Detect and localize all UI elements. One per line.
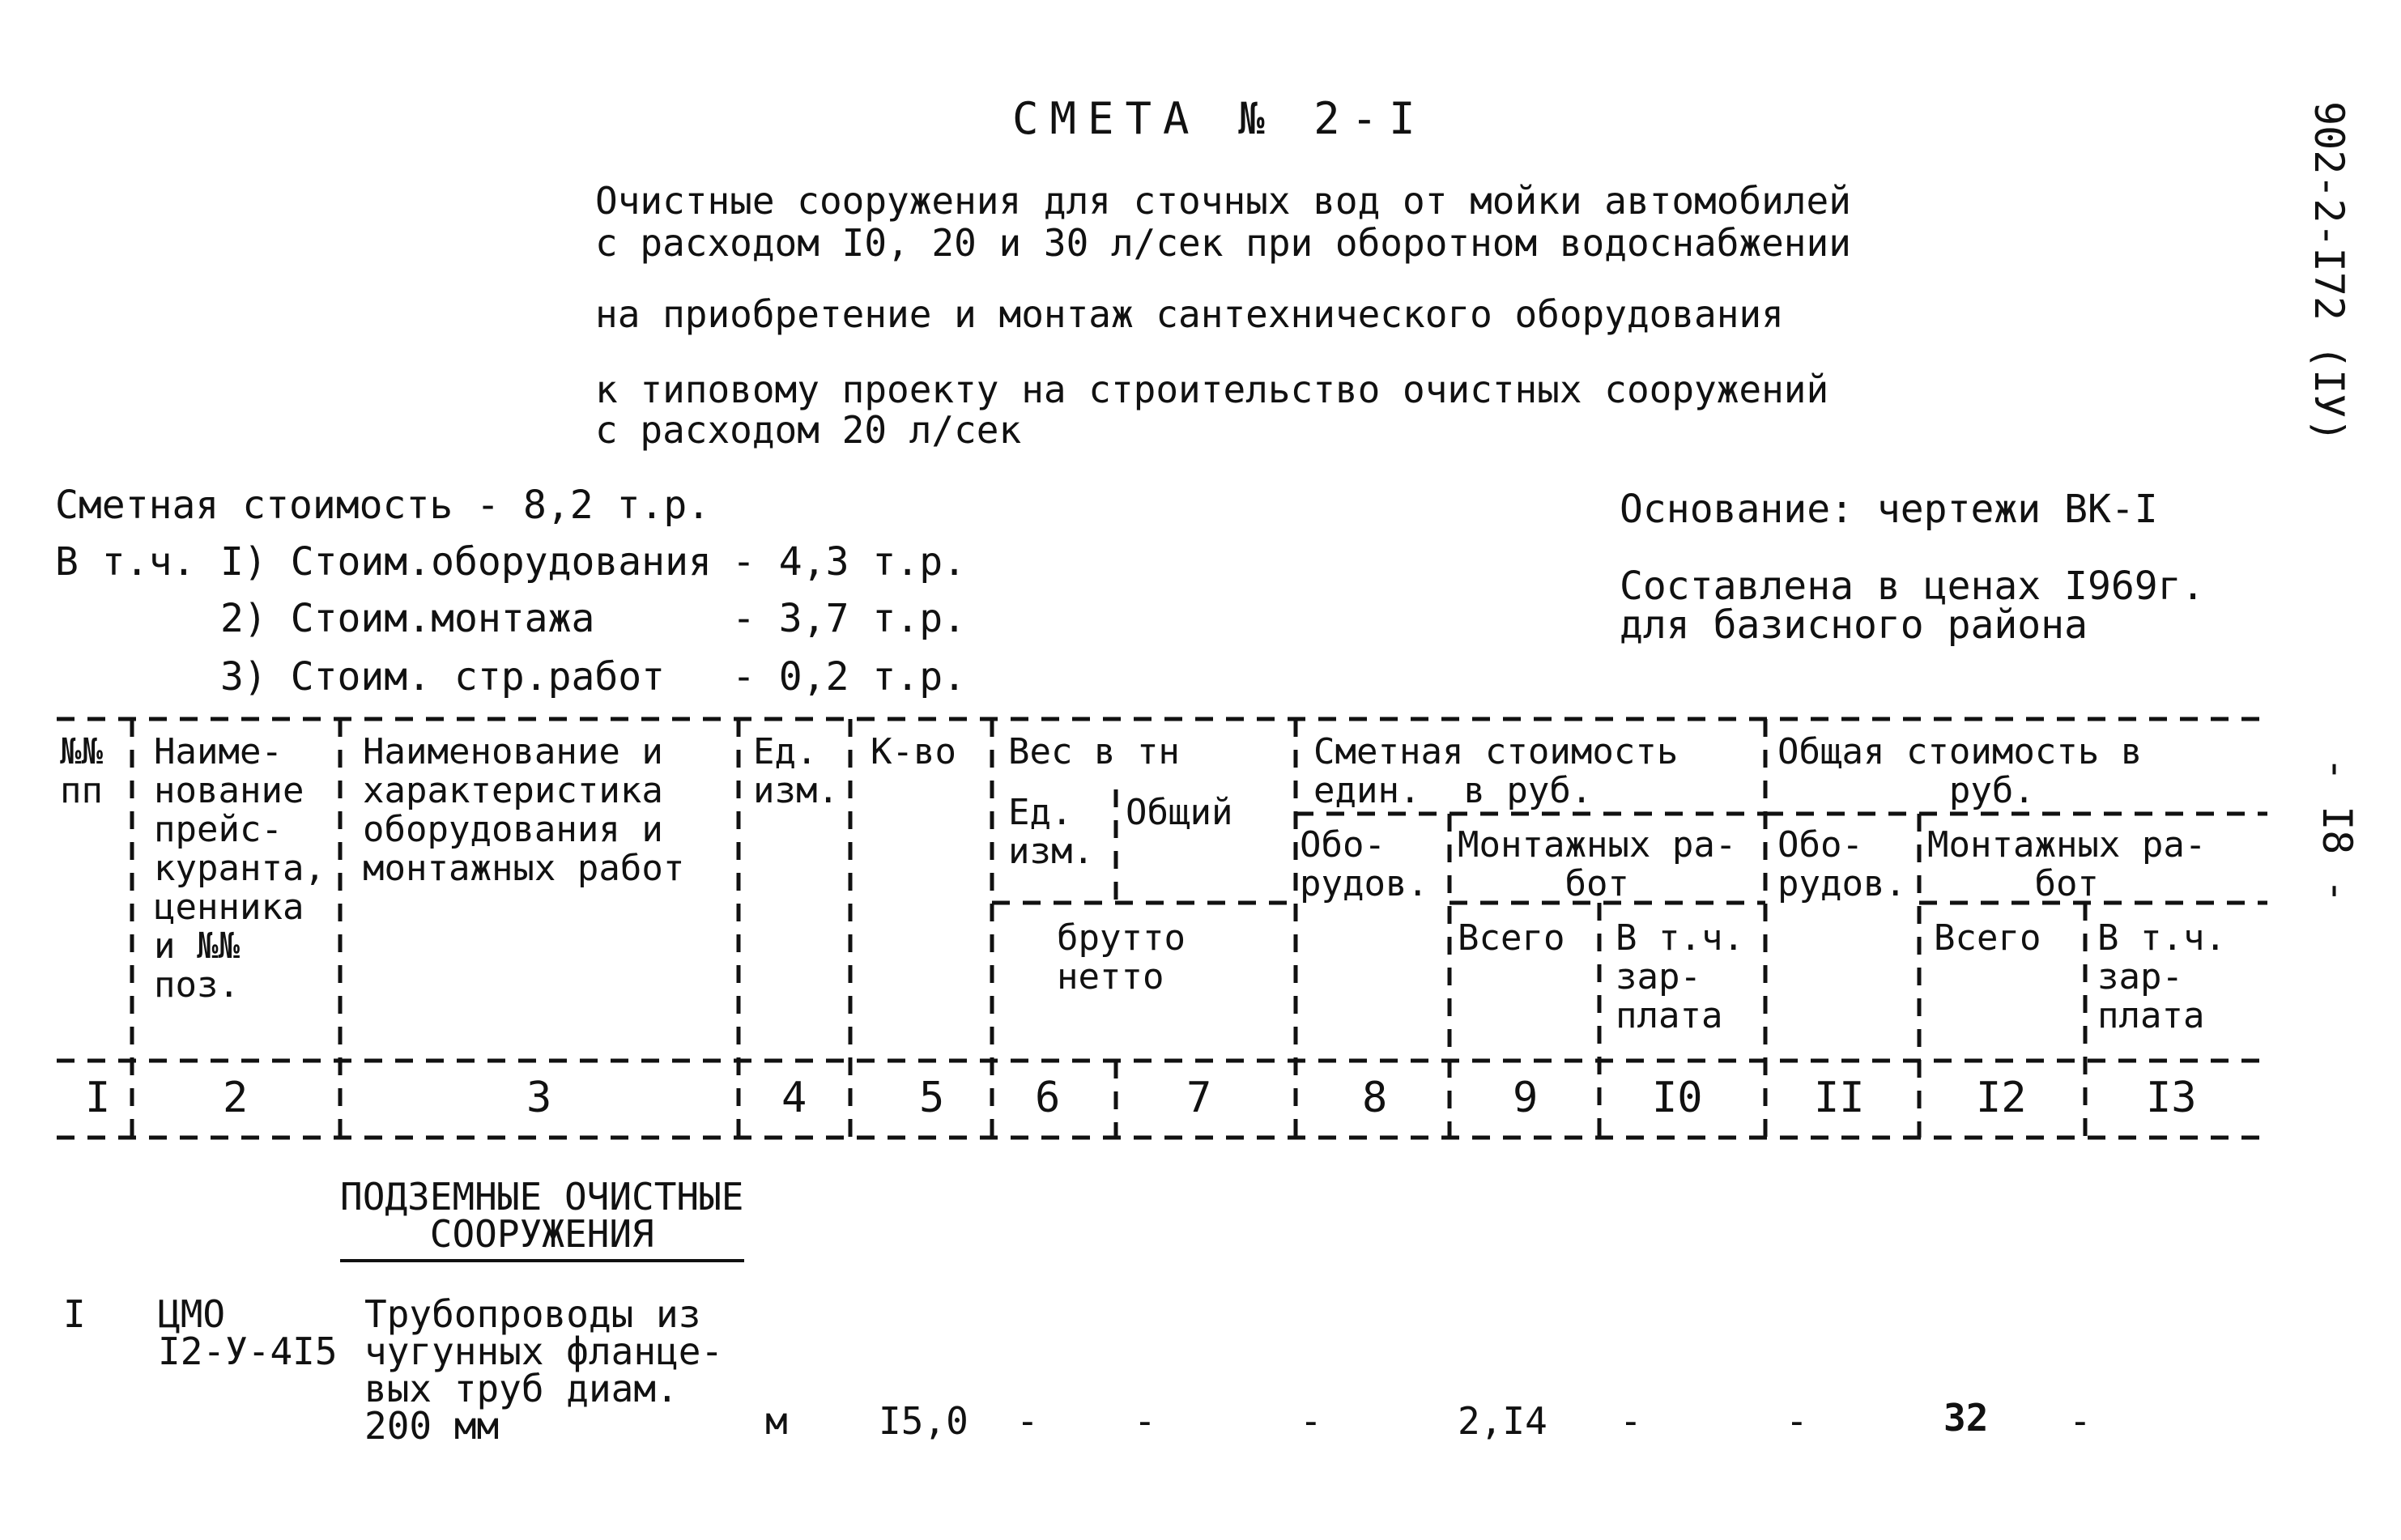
col-header-total-cost-group: Общая стоимость в руб.: [1777, 731, 2143, 811]
row-equipment-total: -: [1786, 1399, 1808, 1443]
col-number: I: [85, 1074, 111, 1122]
col-header-weight-group: Вес в тн: [1008, 731, 1180, 772]
subtitle-line-4: к типовому проекту на строительство очистных сооружений: [595, 368, 1829, 411]
col-number: 6: [1035, 1074, 1061, 1122]
basis-line-3: для базисного района: [1620, 602, 2088, 648]
col-header-number: №№ пп: [60, 731, 103, 811]
col-number: 2: [223, 1074, 249, 1122]
col-header-mounting-wage-total: В т.ч. зар- плата: [2097, 917, 2226, 1036]
col-header-mounting-all-total: Всего: [1934, 917, 2041, 959]
col-number: 3: [526, 1074, 552, 1122]
row-wage-total: -: [2069, 1399, 2092, 1443]
summary-item3-value: - 0,2 т.р.: [732, 654, 966, 700]
basis-line-2: Составлена в ценах I969г.: [1620, 564, 2205, 609]
section-title: ПОДЗЕМНЫЕ ОЧИСТНЫЕ СООРУЖЕНИЯ: [340, 1178, 744, 1262]
row-unit: м: [765, 1399, 788, 1443]
col-number: 4: [781, 1074, 807, 1122]
subtitle-line-5: с расходом 20 л/сек: [595, 408, 1022, 452]
document-title: СМЕТА № 2-I: [1012, 93, 1427, 144]
row-pricelist-code: ЦМО I2-У-4I5: [158, 1292, 338, 1373]
col-number: 8: [1362, 1074, 1388, 1122]
row-mounting-wage: -: [1620, 1399, 1642, 1443]
col-number: I3: [2146, 1074, 2197, 1122]
col-header-unit: Ед. изм.: [753, 731, 839, 811]
col-header-equipment-total: Обо- рудов.: [1777, 824, 1906, 904]
row-quantity: I5,0: [879, 1399, 968, 1443]
row-weight-total: -: [1134, 1399, 1156, 1443]
row-mounting-all: 2,I4: [1458, 1399, 1547, 1443]
subtitle-line-2: с расходом I0, 20 и 30 л/сек при оборотном водоснабжении: [595, 221, 1851, 265]
col-header-unit-cost-group: Сметная стоимость един. в руб.: [1313, 731, 1679, 811]
col-number: I2: [1976, 1074, 2027, 1122]
subtitle-line-1: Очистные сооружения для сточных вод от мойки автомобилей: [595, 179, 1851, 223]
subtitle-line-3: на приобретение и монтаж сантехнического оборудования: [595, 292, 1784, 336]
col-header-mounting-total: Монтажных ра- бот: [1927, 824, 2207, 904]
summary-prefix: В т.ч.: [55, 539, 196, 585]
summary-item3-label: 3) Стоим. стр.работ: [220, 654, 666, 700]
row-equipment: -: [1300, 1399, 1322, 1443]
row-number: I: [63, 1292, 86, 1336]
col-header-mounting: Монтажных ра- бот: [1458, 824, 1737, 904]
col-header-name: Наименование и характеристика оборудования и монтажных работ: [363, 731, 685, 889]
summary-total: Сметная стоимость - 8,2 т.р.: [55, 483, 711, 528]
summary-item1-label: I) Стоим.оборудования: [220, 539, 712, 585]
row-name: Трубопроводы из чугунных фланце- вых труб диам. 200 мм: [364, 1292, 724, 1448]
summary-item1-value: - 4,3 т.р.: [732, 539, 966, 585]
col-number: II: [1814, 1074, 1865, 1122]
summary-item2-label: 2) Стоим.монтажа: [220, 596, 595, 641]
col-header-equipment: Обо- рудов.: [1300, 824, 1428, 904]
row-mounting-total: 32: [1943, 1396, 1989, 1440]
col-header-mounting-wage: В т.ч. зар- плата: [1616, 917, 1744, 1036]
col-header-mounting-all: Всего: [1458, 917, 1565, 959]
col-header-weight-note: брутто нетто: [1057, 917, 1186, 998]
col-number: 5: [919, 1074, 945, 1122]
basis-line-1: Основание: чертежи ВК-I: [1620, 487, 2158, 532]
col-header-quantity: К-во: [871, 731, 956, 772]
side-document-code: 902-2-I72 (IУ): [2305, 101, 2352, 443]
col-header-weight-total: Общий: [1126, 792, 1233, 833]
row-weight-unit: -: [1016, 1399, 1039, 1443]
col-number: 9: [1513, 1074, 1539, 1122]
page-number: - I8 -: [2314, 757, 2361, 904]
summary-item2-value: - 3,7 т.р.: [732, 596, 966, 641]
col-header-pricelist: Наиме- нование прейс- куранта, ценника и №№ поз.: [154, 731, 326, 1006]
col-header-weight-unit: Ед. изм.: [1008, 792, 1094, 872]
col-number: 7: [1186, 1074, 1212, 1122]
col-number: I0: [1652, 1074, 1703, 1122]
